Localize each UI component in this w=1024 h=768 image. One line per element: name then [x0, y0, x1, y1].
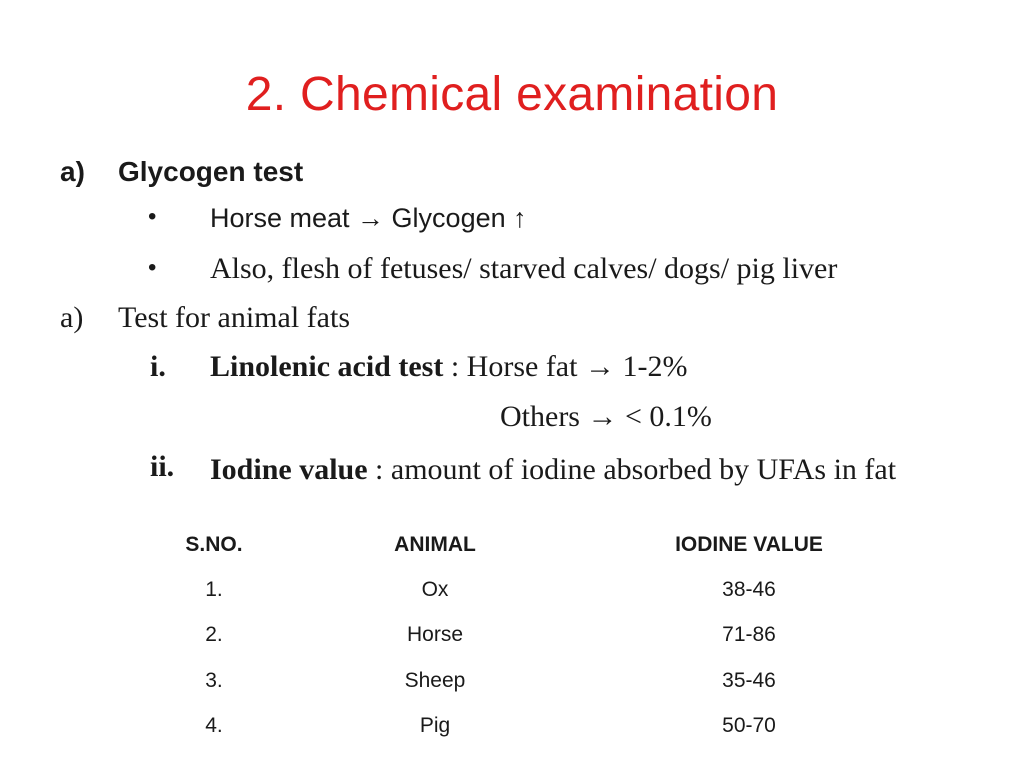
- table-cell-iodine: 71-86: [722, 623, 776, 646]
- item-i-value: Horse fat → 1-2%: [466, 350, 688, 383]
- table-cell-iodine: 35-46: [722, 669, 776, 692]
- item-i-term: Linolenic acid test: [210, 350, 444, 383]
- bullet-icon: •: [148, 254, 157, 281]
- item-i-numeral: i.: [150, 350, 166, 383]
- bullet-icon: •: [148, 203, 157, 230]
- item-ii-term: Iodine value: [210, 453, 368, 486]
- bullet-text: Also, flesh of fetuses/ starved calves/ dogs/ pig liver: [210, 252, 838, 285]
- table-cell-animal: Sheep: [404, 669, 466, 692]
- table-cell-animal: Ox: [421, 578, 449, 601]
- section-a2-heading: Test for animal fats: [118, 301, 350, 334]
- table-cell-sno: 4.: [205, 714, 223, 737]
- item-i-continuation: Others → < 0.1%: [500, 400, 712, 433]
- section-a2-marker: a): [60, 301, 84, 334]
- table-cell-sno: 1.: [205, 578, 223, 601]
- table-header-sno: S.NO.: [185, 533, 243, 556]
- table-header-animal: ANIMAL: [394, 533, 476, 556]
- item-i-text: [210, 350, 687, 384]
- item-ii-value: amount of iodine absorbed by UFAs in fat: [390, 453, 897, 486]
- bullet-text: Horse meat → Glycogen ↑: [210, 203, 527, 233]
- section-a1-marker: a): [60, 156, 85, 187]
- section-a1-heading: Glycogen test: [118, 156, 304, 187]
- item-ii-separator: :: [367, 453, 391, 486]
- table-cell-iodine: 50-70: [722, 714, 776, 737]
- table-cell-sno: 3.: [205, 669, 223, 692]
- table-cell-iodine: 38-46: [722, 578, 776, 601]
- table-cell-animal: Pig: [419, 714, 451, 737]
- item-i-separator: :: [443, 350, 467, 383]
- table-header-iodine-value: IODINE VALUE: [675, 533, 823, 556]
- page-title: 2. Chemical examination: [245, 68, 779, 121]
- table-cell-animal: Horse: [406, 623, 464, 646]
- item-ii-text: [210, 450, 970, 490]
- item-ii-numeral: ii.: [150, 450, 175, 483]
- table-cell-sno: 2.: [205, 623, 223, 646]
